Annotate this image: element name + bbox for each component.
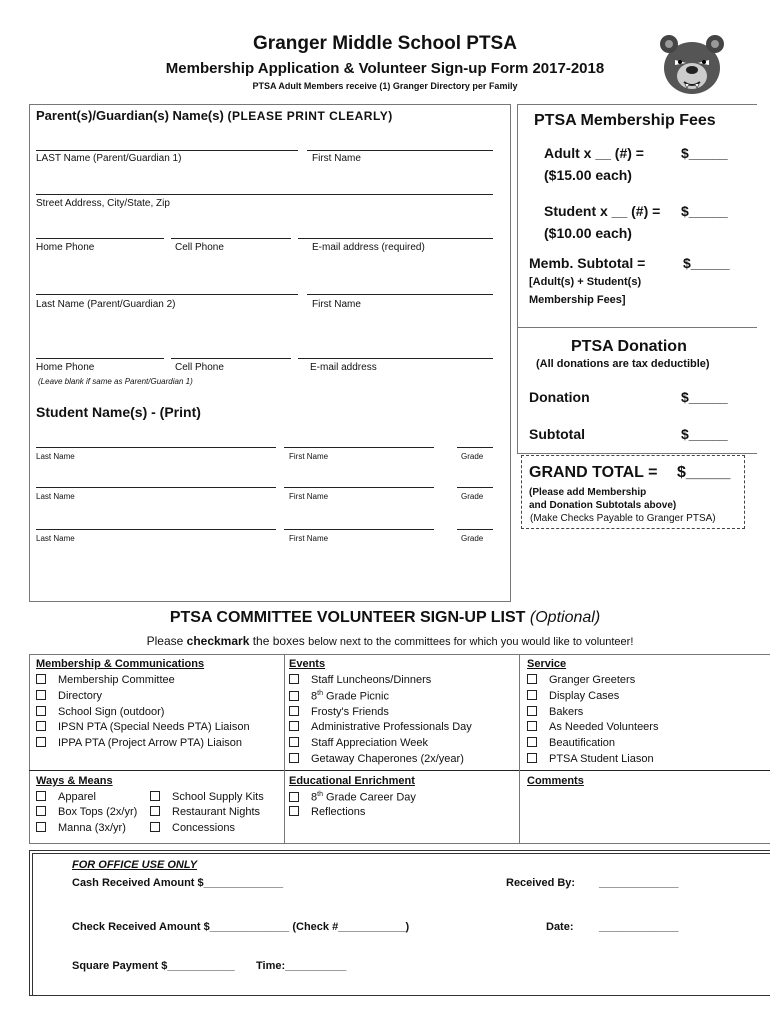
checkbox[interactable] — [150, 806, 160, 816]
checkbox[interactable] — [289, 806, 299, 816]
donation-heading: PTSA Donation — [571, 338, 687, 355]
checkbox[interactable] — [289, 674, 299, 684]
education-item[interactable]: Reflections — [289, 806, 365, 818]
adult-count-label: Adult x __ (#) = — [544, 145, 644, 161]
grand-total-amount[interactable]: $_____ — [677, 464, 731, 481]
checkbox[interactable] — [289, 721, 299, 731]
email-2-label: E-mail address — [310, 362, 377, 373]
donation-note: (All donations are tax deductible) — [536, 358, 710, 370]
student-3-grade-label: Grade — [461, 534, 484, 543]
events-item[interactable]: Frosty's Friends — [289, 706, 389, 718]
membership-comm-item[interactable]: Membership Committee — [36, 674, 175, 686]
subtotal-note-1: [Adult(s) + Student(s) — [529, 276, 642, 288]
blank-note: (Leave blank if same as Parent/Guardian 1) — [38, 377, 193, 386]
ways-means-item[interactable]: School Supply Kits — [150, 791, 264, 803]
donation-amount[interactable]: $_____ — [681, 389, 728, 405]
home-phone-2-label: Home Phone — [36, 362, 95, 373]
grand-total-note-1: (Please add Membership — [529, 487, 647, 498]
form-title: Granger Middle School PTSA — [253, 33, 517, 54]
student-1-last-line[interactable] — [36, 447, 276, 448]
checkbox[interactable] — [289, 753, 299, 763]
first-name-1-line[interactable] — [307, 150, 493, 151]
membership-comm-item[interactable]: School Sign (outdoor) — [36, 706, 164, 718]
first-name-2-label: First Name — [312, 299, 361, 310]
home-phone-2-line[interactable] — [36, 358, 164, 359]
checkbox[interactable] — [527, 706, 537, 716]
student-2-last-label: Last Name — [36, 492, 75, 501]
table-col-divider-1 — [284, 654, 285, 844]
checkbox[interactable] — [150, 822, 160, 832]
cell-phone-1-label: Cell Phone — [175, 242, 224, 253]
membership-subtotal-amount[interactable]: $_____ — [683, 255, 730, 271]
date-label: Date: — [546, 921, 574, 933]
student-2-last-line[interactable] — [36, 487, 276, 488]
student-1-last-label: Last Name — [36, 452, 75, 461]
checkbox[interactable] — [289, 691, 299, 701]
email-1-label: E-mail address (required) — [312, 242, 425, 253]
service-item[interactable]: Beautification — [527, 737, 615, 749]
first-name-1-label: First Name — [312, 153, 361, 164]
volunteer-heading: PTSA COMMITTEE VOLUNTEER SIGN-UP LIST (Optional) — [169, 609, 601, 626]
first-name-2-line[interactable] — [307, 294, 493, 295]
student-price: ($10.00 each) — [544, 225, 632, 241]
ways-means-heading: Ways & Means — [36, 775, 113, 787]
square-payment: Square Payment $___________ — [72, 960, 235, 972]
last-name-2-line[interactable] — [36, 294, 298, 295]
parents-heading: Parent(s)/Guardian(s) Name(s) (PLEASE PRINT CLEARLY) — [36, 108, 393, 123]
membership-comm-item[interactable]: IPPA PTA (Project Arrow PTA) Liaison — [36, 737, 242, 749]
checkbox[interactable] — [36, 674, 46, 684]
last-name-2-label: Last Name (Parent/Guardian 2) — [36, 299, 176, 310]
student-1-first-line[interactable] — [284, 447, 434, 448]
student-2-grade-line[interactable] — [457, 487, 493, 488]
ways-means-item[interactable]: Concessions — [150, 822, 235, 834]
donation-label: Donation — [529, 389, 590, 405]
student-3-grade-line[interactable] — [457, 529, 493, 530]
education-item[interactable]: 8th Grade Career Day — [289, 791, 416, 804]
check-received: Check Received Amount $_____________ (Check #___________) — [72, 921, 410, 933]
address-line[interactable] — [36, 194, 493, 195]
checkbox[interactable] — [36, 806, 46, 816]
checkbox[interactable] — [36, 690, 46, 700]
service-item[interactable]: Display Cases — [527, 690, 619, 702]
email-2-line[interactable] — [298, 358, 493, 359]
student-2-first-label: First Name — [289, 492, 329, 501]
checkbox[interactable] — [527, 737, 537, 747]
membership-comm-item[interactable]: Directory — [36, 690, 102, 702]
last-name-1-line[interactable] — [36, 150, 298, 151]
student-3-last-label: Last Name — [36, 534, 75, 543]
events-heading: Events — [289, 658, 326, 670]
address-label: Street Address, City/State, Zip — [36, 198, 170, 209]
directory-note: PTSA Adult Members receive (1) Granger Directory per Family — [252, 81, 518, 91]
checkbox[interactable] — [527, 753, 537, 763]
service-item[interactable]: As Needed Volunteers — [527, 721, 658, 733]
service-item[interactable]: Granger Greeters — [527, 674, 635, 686]
student-3-first-line[interactable] — [284, 529, 434, 530]
last-name-1-label: LAST Name (Parent/Guardian 1) — [36, 153, 182, 164]
service-item[interactable]: Bakers — [527, 706, 583, 718]
parent-student-section — [29, 104, 511, 602]
cell-phone-2-label: Cell Phone — [175, 362, 224, 373]
checkbox[interactable] — [36, 737, 46, 747]
comments-area[interactable] — [521, 792, 766, 840]
student-2-first-line[interactable] — [284, 487, 434, 488]
bear-mascot-logo — [655, 30, 729, 98]
date-field[interactable]: _____________ — [599, 921, 679, 933]
student-1-grade-line[interactable] — [457, 447, 493, 448]
events-item[interactable]: Getaway Chaperones (2x/year) — [289, 753, 464, 765]
service-item[interactable]: PTSA Student Liason — [527, 753, 654, 765]
grand-total-note-3: (Make Checks Payable to Granger PTSA) — [530, 513, 716, 524]
ways-means-item[interactable]: Manna (3x/yr) — [36, 822, 126, 834]
home-phone-1-label: Home Phone — [36, 242, 95, 253]
membership-comm-heading: Membership & Communications — [36, 658, 205, 670]
student-1-first-label: First Name — [289, 452, 329, 461]
events-item[interactable]: Staff Appreciation Week — [289, 737, 428, 749]
cash-received: Cash Received Amount $_____________ — [72, 877, 284, 889]
donation-subtotal-amount[interactable]: $_____ — [681, 426, 728, 442]
checkbox[interactable] — [36, 822, 46, 832]
membership-subtotal-label: Memb. Subtotal = — [529, 255, 646, 271]
time-field: Time:__________ — [256, 960, 347, 972]
membership-comm-item[interactable]: IPSN PTA (Special Needs PTA) Liaison — [36, 721, 250, 733]
email-1-line[interactable] — [298, 238, 493, 239]
checkbox[interactable] — [36, 721, 46, 731]
donation-subtotal-label: Subtotal — [529, 426, 585, 442]
ways-means-item[interactable]: Box Tops (2x/yr) — [36, 806, 137, 818]
grand-total-label: GRAND TOTAL = — [529, 464, 658, 481]
home-phone-1-line[interactable] — [36, 238, 164, 239]
adult-amount[interactable]: $_____ — [681, 145, 728, 161]
education-heading: Educational Enrichment — [289, 775, 415, 787]
office-use-heading: FOR OFFICE USE ONLY — [72, 859, 198, 871]
checkbox[interactable] — [36, 791, 46, 801]
adult-price: ($15.00 each) — [544, 167, 632, 183]
subtotal-note-2: Membership Fees] — [529, 294, 626, 306]
student-2-grade-label: Grade — [461, 492, 484, 501]
events-item[interactable]: Staff Luncheons/Dinners — [289, 674, 431, 686]
students-heading: Student Name(s) - (Print) — [36, 404, 201, 420]
checkbox[interactable] — [289, 792, 299, 802]
checkbox[interactable] — [36, 706, 46, 716]
student-amount[interactable]: $_____ — [681, 203, 728, 219]
ways-means-item[interactable]: Apparel — [36, 791, 96, 803]
student-3-first-label: First Name — [289, 534, 329, 543]
received-by-label: Received By: — [506, 877, 576, 889]
student-3-last-line[interactable] — [36, 529, 276, 530]
comments-heading: Comments — [527, 775, 584, 787]
events-item[interactable]: Administrative Professionals Day — [289, 721, 472, 733]
cell-phone-1-line[interactable] — [171, 238, 291, 239]
received-by-field[interactable]: _____________ — [599, 877, 679, 889]
form-subtitle: Membership Application & Volunteer Sign-up Form 2017-2018 — [165, 60, 605, 77]
checkbox[interactable] — [289, 706, 299, 716]
student-1-grade-label: Grade — [461, 452, 484, 461]
grand-total-note-2: and Donation Subtotals above) — [529, 500, 677, 511]
checkbox[interactable] — [150, 791, 160, 801]
checkbox[interactable] — [527, 674, 537, 684]
events-item[interactable]: 8th Grade Picnic — [289, 690, 389, 703]
checkbox[interactable] — [527, 721, 537, 731]
student-count-label: Student x __ (#) = — [544, 203, 661, 219]
checkbox[interactable] — [289, 737, 299, 747]
table-col-divider-2 — [519, 654, 520, 844]
table-row-divider — [29, 770, 770, 771]
fees-heading: PTSA Membership Fees — [534, 112, 716, 129]
ways-means-item[interactable]: Restaurant Nights — [150, 806, 260, 818]
volunteer-instructions: Please checkmark the boxes below next to the committees for which you would like to volunteer! — [146, 634, 634, 648]
cell-phone-2-line[interactable] — [171, 358, 291, 359]
checkbox[interactable] — [527, 690, 537, 700]
service-heading: Service — [527, 658, 567, 670]
